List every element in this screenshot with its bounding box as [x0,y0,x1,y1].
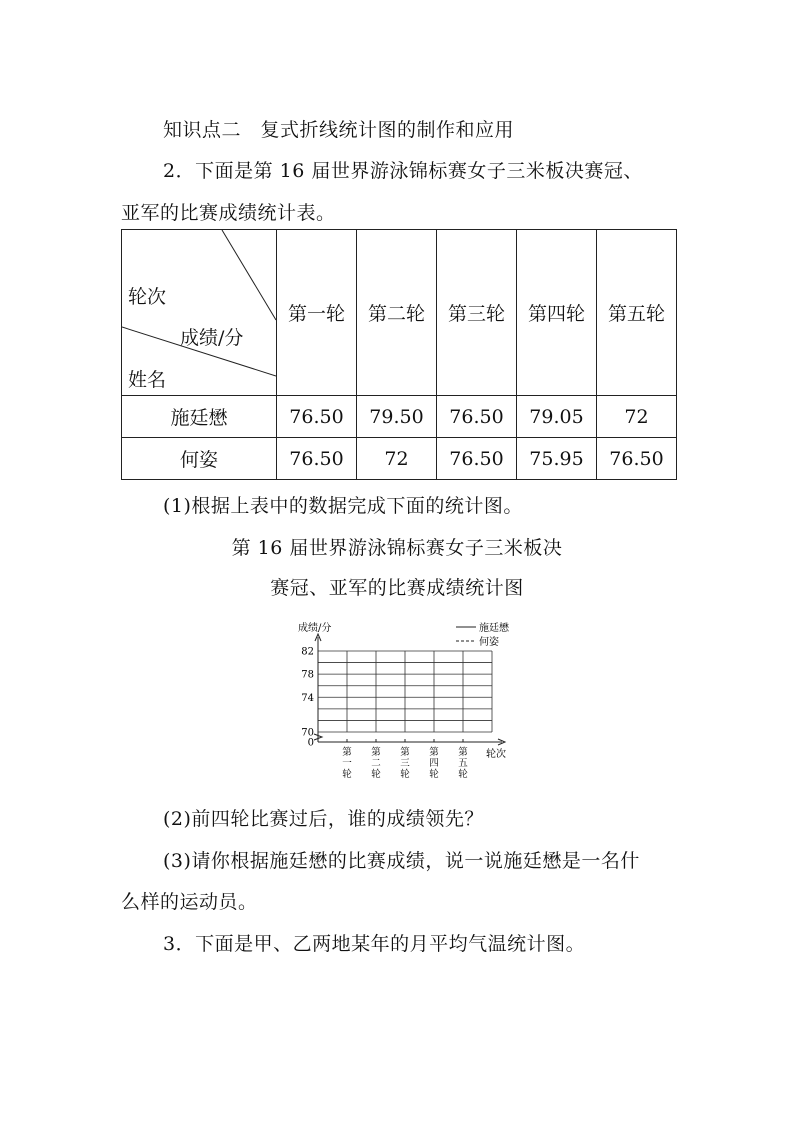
score-cell: 79.05 [517,396,597,438]
question-2-3-line2: 么样的运动员。 [121,891,258,913]
score-table [121,229,677,480]
x-category-label: 第三轮 [400,747,410,780]
y-tick-label: 70 [301,727,314,739]
corner-label-score: 成绩/分 [180,327,244,349]
x-category-label: 第二轮 [371,747,381,780]
x-axis-label: 轮次 [486,749,506,760]
score-cell: 76.50 [437,438,517,480]
section-heading: 知识点二 复式折线统计图的制作和应用 [163,119,515,141]
y-tick-label: 74 [301,692,314,704]
legend-label: 施廷懋 [479,623,509,634]
chart-title-line1: 第 16 届世界游泳锦标赛女子三米板决 [231,537,563,559]
corner-label-name: 姓名 [128,369,167,391]
column-header: 第四轮 [517,230,597,396]
column-header: 第五轮 [597,230,677,396]
column-header: 第一轮 [277,230,357,396]
score-cell: 79.50 [357,396,437,438]
score-cell: 75.95 [517,438,597,480]
y-axis-label: 成绩/分 [298,623,332,634]
chart-x-categories [342,739,468,780]
question-3-intro: 3．下面是甲、乙两地某年的月平均气温统计图。 [163,933,586,955]
q2-intro-line1: 2．下面是第 16 届世界游泳锦标赛女子三米板决赛冠、 [163,160,643,182]
question-2-2: (2)前四轮比赛过后，谁的成绩领先？ [163,808,484,830]
table-row [122,438,677,480]
x-category-label: 第一轮 [342,747,352,780]
column-header: 第三轮 [437,230,517,396]
table-row [122,396,677,438]
question-2-1: (1)根据上表中的数据完成下面的统计图。 [163,495,523,517]
row-name: 何姿 [122,438,277,480]
corner-label-round: 轮次 [128,286,167,308]
score-cell: 76.50 [437,396,517,438]
x-category-label: 第四轮 [429,747,439,780]
table-corner-cell [122,230,277,396]
chart-title-line2: 赛冠、亚军的比赛成绩统计图 [270,577,524,599]
legend-label: 何姿 [479,637,499,648]
score-line-chart [296,618,536,784]
score-cell: 76.50 [277,396,357,438]
score-cell: 72 [597,396,677,438]
q2-intro-line2: 亚军的比赛成绩统计表。 [121,202,336,224]
score-cell: 76.50 [277,438,357,480]
table-header-row [122,230,677,396]
row-name: 施廷懋 [122,396,277,438]
y-tick-label: 78 [301,669,314,681]
column-header: 第二轮 [357,230,437,396]
chart-y-ticks [301,647,314,749]
y-tick-label: 82 [301,646,314,658]
score-cell: 76.50 [597,438,677,480]
chart-grid [318,651,492,732]
question-2-3-line1: (3)请你根据施廷懋的比赛成绩，说一说施廷懋是一名什 [163,850,640,872]
score-cell: 72 [357,438,437,480]
x-category-label: 第五轮 [458,747,468,780]
y-tick-label: 0 [307,737,314,749]
